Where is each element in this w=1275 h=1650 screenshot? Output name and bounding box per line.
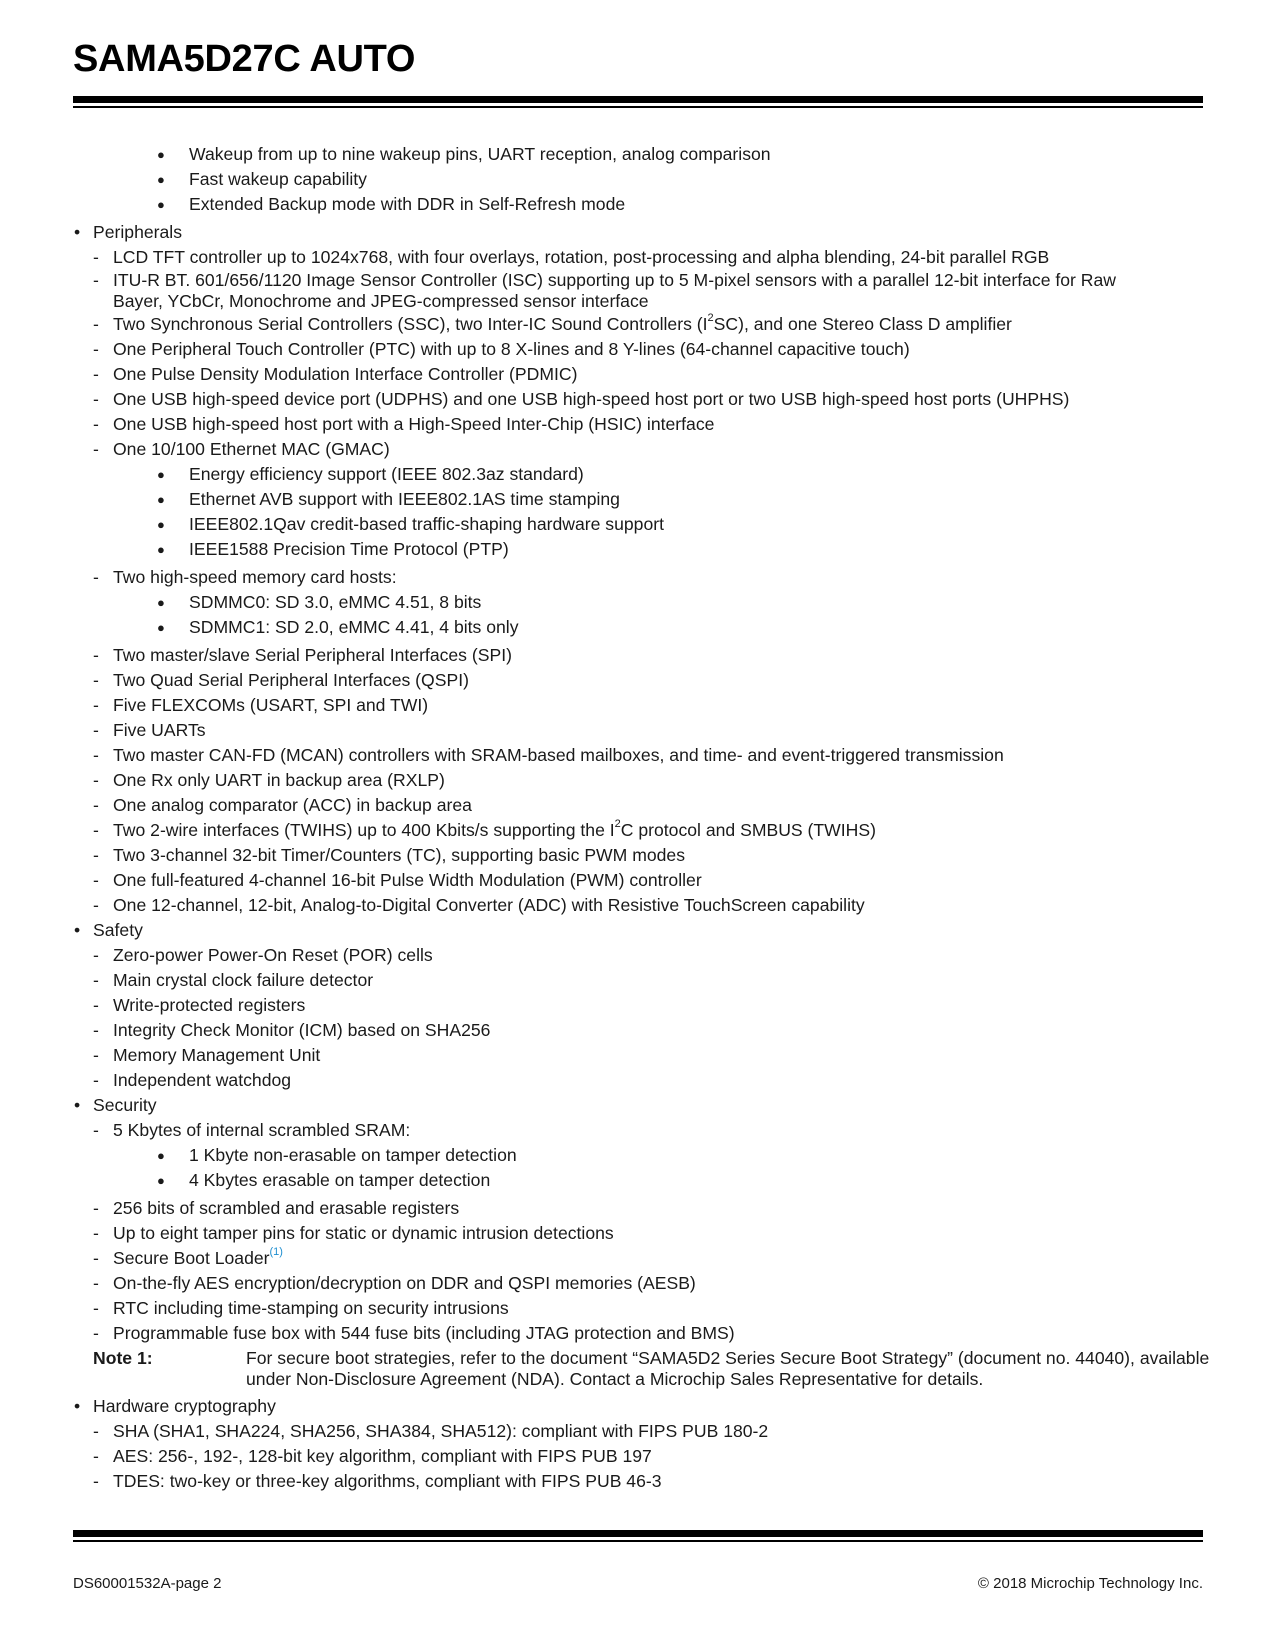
bullet-dot-icon: ●: [157, 595, 165, 610]
list-item: - 5 Kbytes of internal scrambled SRAM:: [73, 1118, 1208, 1143]
dash-icon: -: [93, 945, 99, 965]
list-item: - Up to eight tamper pins for static or dynamic intrusion detections: [73, 1221, 1208, 1246]
section-heading-cryptography: • Hardware cryptography: [73, 1394, 1208, 1419]
dash-icon: -: [93, 414, 99, 434]
dash-icon: -: [93, 995, 99, 1015]
list-item: - One Rx only UART in backup area (RXLP): [73, 768, 1208, 793]
bullet-icon: •: [74, 1095, 81, 1115]
dash-icon: -: [93, 1273, 99, 1293]
section-heading-security: • Security: [73, 1093, 1208, 1118]
dash-icon: -: [93, 1446, 99, 1466]
header-rule-thin: [73, 106, 1203, 108]
list-item: - On-the-fly AES encryption/decryption on DDR and QSPI memories (AESB): [73, 1271, 1208, 1296]
list-item: - Two high-speed memory card hosts:: [73, 565, 1208, 590]
list-item: - Independent watchdog: [73, 1068, 1208, 1093]
list-item: ● 1 Kbyte non-erasable on tamper detection: [73, 1143, 1208, 1168]
footnote-link[interactable]: (1): [269, 1246, 283, 1259]
dash-icon: -: [93, 247, 99, 267]
list-item: - Integrity Check Monitor (ICM) based on SHA256: [73, 1018, 1208, 1043]
list-item-continuation: Bayer, YCbCr, Monochrome and JPEG-compressed sensor interface: [113, 291, 649, 311]
list-item: ● 4 Kbytes erasable on tamper detection: [73, 1168, 1208, 1193]
dash-icon: -: [93, 695, 99, 715]
list-item: ● Energy efficiency support (IEEE 802.3az standard): [73, 462, 1208, 487]
dash-icon: -: [93, 795, 99, 815]
list-item: - Five FLEXCOMs (USART, SPI and TWI): [73, 693, 1208, 718]
bullet-dot-icon: ●: [157, 1173, 165, 1188]
list-item: - 256 bits of scrambled and erasable registers: [73, 1196, 1208, 1221]
page-title: SAMA5D27C AUTO: [73, 38, 416, 80]
dash-icon: -: [93, 1020, 99, 1040]
dash-icon: -: [93, 745, 99, 765]
list-item: - Zero-power Power-On Reset (POR) cells: [73, 943, 1208, 968]
list-item: - Five UARTs: [73, 718, 1208, 743]
dash-icon: -: [93, 314, 99, 334]
list-item: - Memory Management Unit: [73, 1043, 1208, 1068]
list-item: ● SDMMC1: SD 2.0, eMMC 4.41, 4 bits only: [73, 615, 1208, 640]
dash-icon: -: [93, 339, 99, 359]
bullet-dot-icon: ●: [157, 517, 165, 532]
dash-icon: -: [93, 1198, 99, 1218]
footer-rule-thin: [73, 1540, 1203, 1542]
footnote: [73, 1348, 1208, 1390]
dash-icon: -: [93, 1223, 99, 1243]
bullet-dot-icon: ●: [157, 467, 165, 482]
list-item: ● IEEE1588 Precision Time Protocol (PTP): [73, 537, 1208, 562]
list-item: - Two Synchronous Serial Controllers (SSC), two Inter-IC Sound Controllers $(I^2SC)$, and one Stereo Class D amplifier: [73, 312, 1208, 337]
footnote-line: under Non-Disclosure Agreement (NDA). Contact a Microchip Sales Representative for details.: [246, 1369, 984, 1389]
bullet-icon: •: [74, 1396, 81, 1416]
section-heading-safety: • Safety: [73, 918, 1208, 943]
dash-icon: -: [93, 1471, 99, 1491]
dash-icon: -: [93, 1248, 99, 1268]
bullet-dot-icon: ●: [157, 172, 165, 187]
list-item: - One 12-channel, 12-bit, Analog-to-Digital Converter (ADC) with Resistive TouchScreen capability: [73, 893, 1208, 918]
dash-icon: -: [93, 820, 99, 840]
dash-icon: -: [93, 670, 99, 690]
footer-rule-thick: [73, 1530, 1203, 1537]
list-item: - ITU-R BT. 601/656/1120 Image Sensor Controller (ISC) supporting up to 5 M-pixel sensors with a parallel 12-bit interface for Raw: [93, 270, 1116, 290]
list-item: - One analog comparator (ACC) in backup area: [73, 793, 1208, 818]
dash-icon: -: [93, 270, 99, 290]
dash-icon: -: [93, 389, 99, 409]
list-item: - LCD TFT controller up to 1024x768, with four overlays, rotation, post-processing and alpha blending, 24-bit parallel RGB: [73, 245, 1208, 270]
list-item: - SHA (SHA1, SHA224, SHA256, SHA384, SHA512): compliant with FIPS PUB 180-2: [73, 1419, 1208, 1444]
dash-icon: -: [93, 845, 99, 865]
list-item: - One USB high-speed host port with a High-Speed Inter-Chip (HSIC) interface: [73, 412, 1208, 437]
list-item: - Main crystal clock failure detector: [73, 968, 1208, 993]
section-heading-peripherals: • Peripherals: [73, 220, 1208, 245]
list-item: - One USB high-speed device port (UDPHS) and one USB high-speed host port or two USB high-speed host ports (UHPHS): [73, 387, 1208, 412]
bullet-dot-icon: ●: [157, 542, 165, 557]
list-item: - Two master CAN-FD (MCAN) controllers with SRAM-based mailboxes, and time- and event-triggered transmission: [73, 743, 1208, 768]
dash-icon: -: [93, 895, 99, 915]
bullet-dot-icon: ●: [157, 197, 165, 212]
dash-icon: -: [93, 1323, 99, 1343]
document-body: [73, 142, 1208, 1494]
dash-icon: -: [93, 364, 99, 384]
dash-icon: -: [93, 439, 99, 459]
bullet-icon: •: [74, 920, 81, 940]
bullet-dot-icon: ●: [157, 492, 165, 507]
bullet-dot-icon: ●: [157, 620, 165, 635]
header-rule-thick: [73, 96, 1203, 103]
list-item: - Programmable fuse box with 544 fuse bits (including JTAG protection and BMS): [73, 1321, 1208, 1346]
list-item: ● Wakeup from up to nine wakeup pins, UART reception, analog comparison: [73, 142, 1208, 167]
list-item: ● Extended Backup mode with DDR in Self-Refresh mode: [73, 192, 1208, 217]
list-item: - Two 3-channel 32-bit Timer/Counters (TC), supporting basic PWM modes: [73, 843, 1208, 868]
list-item: - Secure Boot Loader$^{(1)}$: [73, 1246, 1208, 1271]
list-item: - Write-protected registers: [73, 993, 1208, 1018]
list-item: - AES: 256-, 192-, 128-bit key algorithm, compliant with FIPS PUB 197: [73, 1444, 1208, 1469]
list-item: - One full-featured 4-channel 16-bit Pulse Width Modulation (PWM) controller: [73, 868, 1208, 893]
list-item: - One 10/100 Ethernet MAC (GMAC): [73, 437, 1208, 462]
list-item: ● IEEE802.1Qav credit-based traffic-shaping hardware support: [73, 512, 1208, 537]
dash-icon: -: [93, 1421, 99, 1441]
dash-icon: -: [93, 770, 99, 790]
footnote-line: For secure boot strategies, refer to the document “SAMA5D2 Series Secure Boot Strategy” (document no. 44040), available: [246, 1348, 1210, 1368]
list-item: - One Pulse Density Modulation Interface Controller (PDMIC): [73, 362, 1208, 387]
dash-icon: -: [93, 720, 99, 740]
dash-icon: -: [93, 1298, 99, 1318]
list-item: - Two 2-wire interfaces (TWIHS) up to 400 Kbits/s supporting the $I^2C$ protocol and SMBUS (TWIHS): [73, 818, 1208, 843]
bullet-icon: •: [74, 222, 81, 242]
list-item: ● Fast wakeup capability: [73, 167, 1208, 192]
list-item: ● SDMMC0: SD 3.0, eMMC 4.51, 8 bits: [73, 590, 1208, 615]
dash-icon: -: [93, 970, 99, 990]
list-item: - RTC including time-stamping on security intrusions: [73, 1296, 1208, 1321]
bullet-dot-icon: ●: [157, 147, 165, 162]
list-item: - Two master/slave Serial Peripheral Interfaces (SPI): [73, 643, 1208, 668]
dash-icon: -: [93, 645, 99, 665]
list-item: - One Peripheral Touch Controller (PTC) with up to 8 X-lines and 8 Y-lines (64-channel capacitive touch): [73, 337, 1208, 362]
list-item: - Two Quad Serial Peripheral Interfaces (QSPI): [73, 668, 1208, 693]
footnote-label: Note 1:: [93, 1348, 153, 1368]
footer-copyright: © 2018 Microchip Technology Inc.: [977, 1575, 1203, 1592]
list-item: - TDES: two-key or three-key algorithms, compliant with FIPS PUB 46-3: [73, 1469, 1208, 1494]
dash-icon: -: [93, 1120, 99, 1140]
dash-icon: -: [93, 1070, 99, 1090]
footer-doc-id: DS60001532A-page 2: [73, 1575, 222, 1592]
bullet-dot-icon: ●: [157, 1148, 165, 1163]
list-item: ● Ethernet AVB support with IEEE802.1AS time stamping: [73, 487, 1208, 512]
dash-icon: -: [93, 870, 99, 890]
dash-icon: -: [93, 1045, 99, 1065]
dash-icon: -: [93, 567, 99, 587]
